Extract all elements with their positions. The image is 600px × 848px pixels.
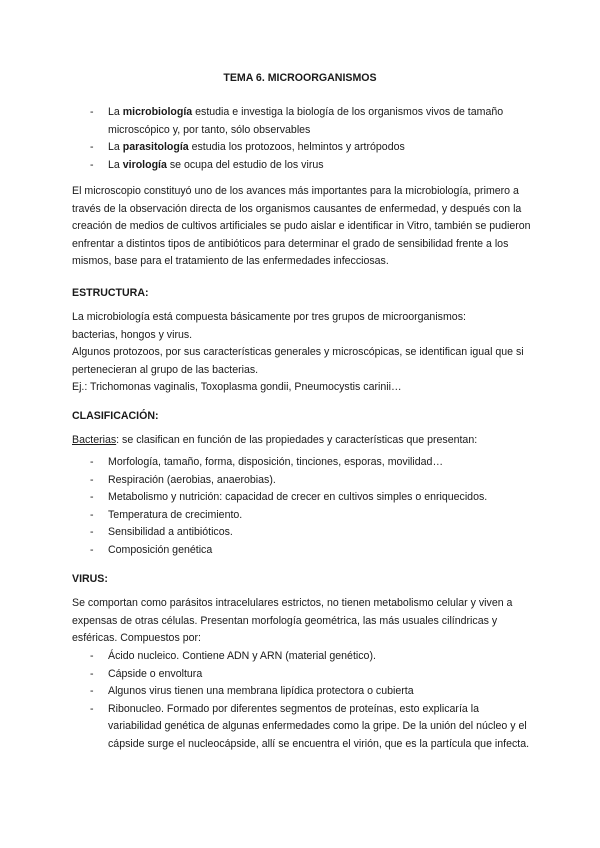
estructura-body bbox=[72, 309, 532, 397]
virus-list-block bbox=[72, 648, 532, 754]
bullet-dash: - bbox=[90, 158, 94, 171]
clasificacion-heading: CLASIFICACIÓN: bbox=[72, 410, 159, 422]
bullet-dash: - bbox=[90, 526, 94, 539]
virus-section bbox=[72, 571, 532, 589]
bullet-dash: - bbox=[90, 702, 94, 715]
list-item: - Respiración (aerobias, anaerobias). bbox=[72, 472, 532, 490]
bacterias-list-block bbox=[72, 454, 532, 560]
bullet-dash: - bbox=[90, 543, 94, 556]
intro-list-block bbox=[72, 104, 532, 174]
term-microbiologia: microbiología bbox=[122, 106, 193, 118]
bullet-dash: - bbox=[90, 508, 94, 521]
virus-paragraph-block bbox=[72, 595, 532, 648]
bullet-dash: - bbox=[90, 141, 94, 154]
estructura-line: bacterias, hongos y virus. bbox=[72, 328, 193, 341]
intro-list bbox=[72, 104, 532, 174]
list-item: - La microbiología estudia e investiga la biología de los organismos vivos de tamaño microscópico y, por tanto, sólo observables bbox=[90, 106, 504, 136]
intro-paragraph-block bbox=[72, 183, 532, 271]
bacterias-text: : se clasifican en función de las propiedades y características que presentan: bbox=[116, 434, 478, 446]
list-item: - Temperatura de crecimiento. bbox=[72, 507, 532, 525]
list-item: - Composición genética bbox=[72, 542, 532, 560]
virus-paragraph: Se comportan como parásitos intracelulares estrictos, no tienen metabolismo celular y viven a expensas de otras células. Presentan morfología geométrica, las más usuales cilíndricas y esféricas. Compuestos por: bbox=[72, 597, 513, 645]
clasificacion-section bbox=[72, 408, 532, 426]
virus-list bbox=[72, 648, 532, 754]
list-item: - Metabolismo y nutrición: capacidad de crecer en cultivos simples o enriquecidos. bbox=[72, 489, 532, 507]
virus-heading: VIRUS: bbox=[72, 573, 108, 585]
bullet-dash: - bbox=[90, 491, 94, 504]
bullet-dash: - bbox=[90, 106, 94, 118]
list-item: - Morfología, tamaño, forma, disposición, tinciones, esporas, movilidad… bbox=[72, 454, 532, 472]
list-item: - Ribonucleo. Formado por diferentes segmentos de proteínas, esto explicaría la variabilidad genética de algunas enfermedades como la gripe. De la unión del núcleo y el cápside surge el nucleocápside, allí se encuentra el virión, que es la partícula que infecta. bbox=[90, 702, 530, 750]
intro-paragraph: El microscopio constituyó uno de los avances más importantes para la microbiología, primero a través de la observación directa de los organismos causantes de enfermedad, y después con la creación de medios de cultivos artificiales se pudo aislar e identificar in Vitro, también se pudieron enfrentar a distintos tipos de antibióticos para determinar el grado de sensibilidad frente a los mismos, base para el tratamiento de las enfermedades infecciosas. bbox=[72, 185, 531, 268]
estructura-line: Algunos protozoos, por sus características generales y microscópicas, se identifican igual que si pertenecieran al grupo de las bacterias. bbox=[72, 346, 524, 376]
estructura-heading: ESTRUCTURA: bbox=[72, 287, 149, 299]
list-item: - Sensibilidad a antibióticos. bbox=[72, 524, 532, 542]
bullet-dash: - bbox=[90, 667, 94, 680]
bacterias-list bbox=[72, 454, 532, 560]
list-item: - Algunos virus tienen una membrana lipídica protectora o cubierta bbox=[72, 683, 532, 701]
bullet-dash: - bbox=[90, 685, 94, 698]
bullet-dash: - bbox=[90, 456, 94, 468]
list-item: - La virología se ocupa del estudio de los virus bbox=[72, 157, 532, 175]
list-item: - Cápside o envoltura bbox=[72, 666, 532, 684]
page-title: TEMA 6. MICROORGANISMOS bbox=[223, 72, 377, 84]
estructura-example: Ej.: Trichomonas vaginalis, Toxoplasma gondii, Pneumocystis carinii… bbox=[72, 381, 402, 394]
estructura-section bbox=[72, 285, 532, 303]
term-parasitologia: parasitología bbox=[122, 141, 189, 154]
bullet-dash: - bbox=[90, 650, 94, 662]
list-item: - La parasitología estudia los protozoos, helmintos y artrópodos bbox=[72, 139, 532, 157]
list-item: - Ácido nucleico. Contiene ADN y ARN (material genético). bbox=[72, 648, 532, 666]
estructura-line: La microbiología está compuesta básicamente por tres grupos de microorganismos: bbox=[72, 311, 466, 323]
bacterias-label: Bacterias bbox=[72, 434, 117, 446]
bacterias-intro bbox=[72, 432, 532, 450]
bullet-dash: - bbox=[90, 473, 94, 486]
term-virologia: virología bbox=[122, 158, 167, 171]
